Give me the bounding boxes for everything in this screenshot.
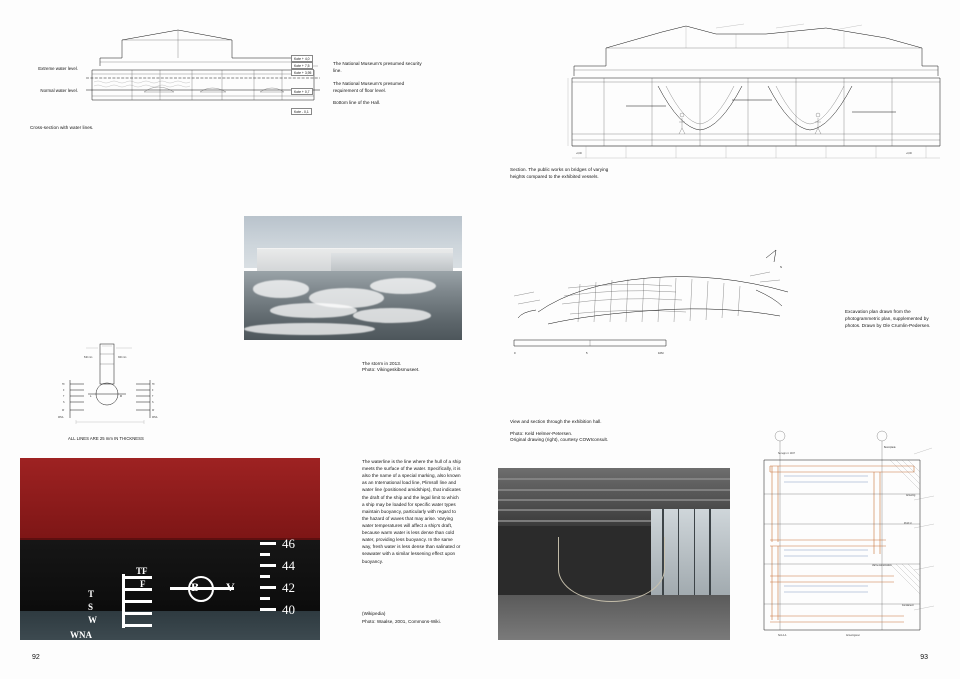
- caption-section-public-works: Section. The public works on bridges of varying heights compared to the exhibited vessels.: [510, 167, 609, 180]
- spread-gutter: [480, 0, 481, 679]
- svg-text:N: N: [780, 265, 783, 269]
- svg-text:0: 0: [514, 351, 516, 355]
- photo-waterline: [20, 611, 320, 640]
- svg-text:WNA: WNA: [152, 417, 158, 419]
- label-normal-water-level: Normal water level.: [40, 88, 78, 93]
- svg-text:Profil U: Profil U: [904, 523, 912, 525]
- photo-foam: [270, 303, 357, 318]
- plimsoll-letter-v: V: [226, 580, 235, 594]
- loadline-tick: [124, 600, 152, 603]
- draft-number-46: 46: [282, 536, 295, 551]
- photo-foam: [353, 308, 431, 323]
- draft-number-40: 40: [282, 602, 295, 617]
- photo-hall-beam: [498, 478, 730, 480]
- credit-view-and-section-drawing: Original drawing (right), courtesy COWIconsult.: [510, 437, 609, 442]
- draft-number-42: 42: [282, 580, 295, 595]
- svg-text:WNA: WNA: [58, 417, 64, 419]
- source-waterline: (Wikipedia): [362, 611, 386, 616]
- svg-text:10M: 10M: [658, 351, 664, 355]
- loadline-tick: [124, 624, 152, 627]
- annotation-bottom-line: Bottom line of the Hall.: [333, 100, 381, 105]
- photo-foam: [370, 278, 435, 294]
- loadline-ladder: [122, 574, 125, 628]
- svg-text:T: T: [152, 396, 154, 398]
- svg-text:L: L: [90, 394, 92, 398]
- svg-text:R: R: [120, 394, 123, 398]
- svg-text:+0,00: +0,00: [906, 153, 912, 155]
- photo-foam: [253, 280, 310, 297]
- loadline-letter-f: F: [140, 579, 146, 589]
- figure-load-line-diagram: [40, 340, 180, 432]
- photo-hall-mullion: [709, 509, 711, 609]
- caption-storm: The storm in 2013.: [362, 361, 402, 366]
- photo-hall-mullion: [694, 509, 696, 609]
- draft-tick: [260, 586, 276, 589]
- svg-text:Se tegn.nr. 1047: Se tegn.nr. 1047: [778, 453, 795, 455]
- svg-text:W: W: [62, 410, 65, 412]
- photo-hall-ship-exhibit: [558, 537, 665, 602]
- svg-text:+0,00: +0,00: [576, 153, 582, 155]
- annotation-security-line: The National Museum's presumed security line.: [333, 61, 422, 74]
- draft-number-44: 44: [282, 558, 295, 573]
- svg-text:TF: TF: [62, 384, 65, 386]
- svg-text:TF: TF: [152, 384, 155, 386]
- svg-text:F: F: [63, 390, 65, 392]
- kote-floor: Kote + 7,5: [291, 62, 313, 69]
- figure-section-public-works: [566, 22, 946, 162]
- photo-storm-2013: [244, 216, 462, 340]
- figure-excavation-plan: [508, 248, 828, 358]
- svg-text:Fundament: Fundament: [902, 605, 914, 607]
- photo-exhibition-hall: [498, 468, 730, 640]
- caption-excavation-plan: Excavation plan drawn from the photogrammetric plan, supplemented by photos. Drawn by Ole Crumlin-Pedersen.: [845, 309, 931, 329]
- note-line-thickness: ALL LINES ARE 25 mm IN THICKNESS: [68, 436, 144, 441]
- svg-text:Betonplade: Betonplade: [884, 447, 896, 449]
- credit-waterline: Photo: Waalse, 2001, Commons-Wiki.: [362, 619, 442, 624]
- credit-storm: Photo: Vikingeskibsmuseet.: [362, 367, 420, 372]
- draft-tick: [260, 564, 276, 567]
- figure-construction-detail: [754, 424, 940, 640]
- svg-text:300 mm: 300 mm: [118, 357, 127, 359]
- photo-hall-floor: [498, 595, 730, 640]
- loadline-letter-t: T: [88, 589, 95, 599]
- svg-text:S: S: [152, 402, 154, 404]
- photo-foam: [244, 323, 375, 335]
- svg-text:F: F: [152, 390, 154, 392]
- photo-hull-red: [20, 458, 320, 538]
- svg-text:Snit A-A: Snit A-A: [778, 635, 787, 637]
- photo-hall-mullion: [678, 509, 680, 609]
- svg-text:W: W: [152, 410, 155, 412]
- kote-extreme: Kote + 3,95: [291, 69, 314, 76]
- loadline-letter-w: W: [88, 615, 97, 625]
- draft-tick: [260, 553, 270, 556]
- kote-security: Kote + 4,0: [291, 55, 313, 62]
- loadline-tick: [124, 576, 152, 579]
- kote-normal: Kote + 0,7: [291, 88, 313, 95]
- caption-view-and-section: View and section through the exhibition hall.: [510, 419, 602, 424]
- kote-bottom: Kote - 0,1: [291, 108, 312, 115]
- label-extreme-water-level: Extreme water level.: [38, 66, 78, 71]
- photo-hall-beam: [498, 489, 730, 491]
- plimsoll-disc-line: [170, 587, 234, 590]
- loadline-letter-tf: TF: [136, 566, 148, 576]
- caption-cross-section: Cross-section with water lines.: [30, 125, 94, 130]
- folio-left: 92: [32, 654, 40, 661]
- draft-tick: [260, 542, 276, 545]
- body-text-waterline: The waterline is the line where the hull of a ship meets the surface of the water. Specifically, it is also the name of a special marking, also known as an International load line, Plimsoll line and water line (positioned amidships), that indicates the draft of the ship and the legal limit to which a ship may be loaded for specific water types maintain buoyancy, particularly with regard to the hazard of waves that may arise. Varying water temperatures will affect a ship's draft, because warm water is less dense than cold water, providing less buoyancy. In the same way, fresh water is less dense than salinated or seawater with a similar lessening effect upon buoyancy.: [362, 459, 462, 564]
- annotation-floor-level: The National Museum's presumed requirement of floor level.: [333, 81, 405, 94]
- loadline-tick: [124, 612, 152, 615]
- svg-text:540 mm: 540 mm: [84, 357, 93, 359]
- plimsoll-letter-b: B: [191, 580, 200, 594]
- loadline-tick: [124, 588, 152, 591]
- draft-tick: [260, 608, 276, 611]
- svg-text:Armering: Armering: [906, 495, 916, 497]
- svg-text:S: S: [63, 402, 65, 404]
- draft-tick: [260, 575, 270, 578]
- svg-text:T: T: [63, 396, 65, 398]
- draft-tick: [260, 597, 270, 600]
- figure-cross-section: [82, 28, 322, 110]
- loadline-letter-s: S: [88, 602, 94, 612]
- svg-text:Varme konstruktion: Varme konstruktion: [872, 565, 892, 567]
- credit-view-and-section: Photo: Keld Helmer-Petersen.: [510, 431, 573, 436]
- svg-text:5: 5: [586, 351, 588, 355]
- folio-right: 93: [920, 654, 928, 661]
- svg-text:Armeringsnet: Armeringsnet: [846, 635, 860, 637]
- loadline-letter-wna: WNA: [70, 630, 92, 640]
- photo-hall-beam: [498, 499, 730, 501]
- photo-plimsoll-mark: [20, 458, 320, 640]
